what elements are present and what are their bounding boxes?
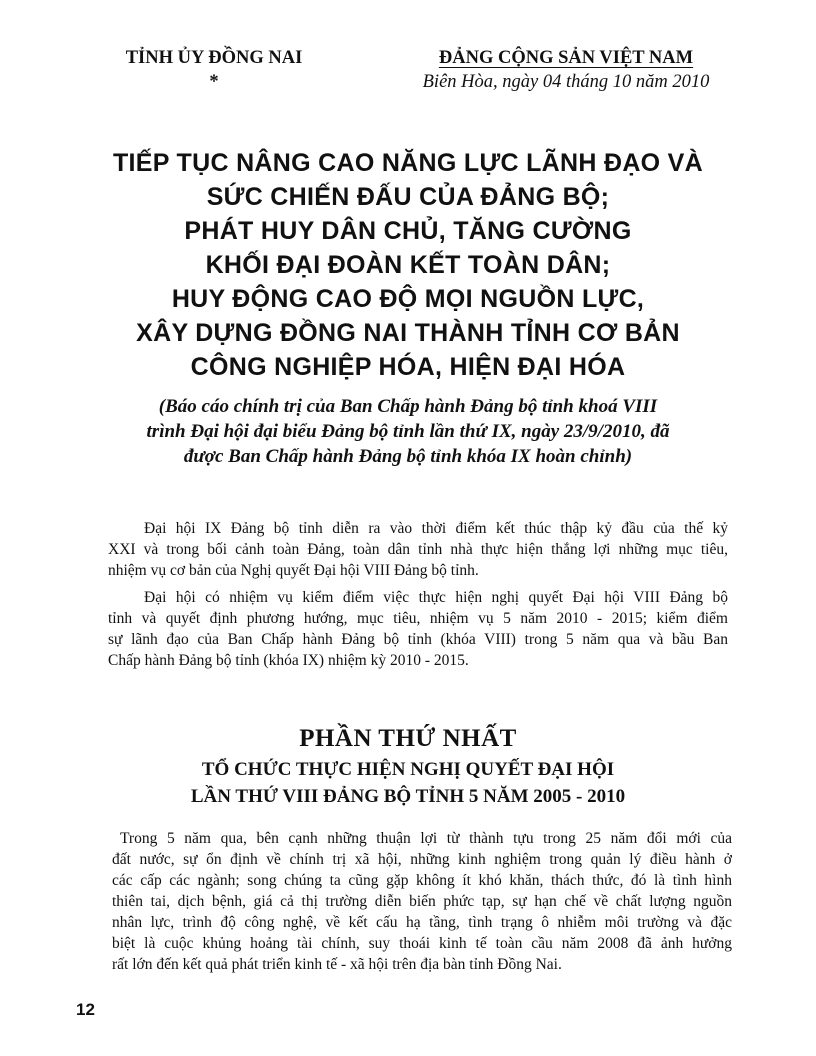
title-line: XÂY DỰNG ĐỒNG NAI THÀNH TỈNH CƠ BẢN bbox=[136, 319, 680, 347]
paragraph-line: nhân lực, trình độ công nghệ, về kết cấu hạ tầng, tình trạng ô nhiễm môi trường và đặc bbox=[112, 914, 732, 931]
title-line: CÔNG NGHIỆP HÓA, HIỆN ĐẠI HÓA bbox=[190, 353, 626, 381]
paragraph-line: Đại hội có nhiệm vụ kiểm điểm việc thực hiện nghị quyết Đại hội VIII Đảng bộ bbox=[144, 589, 728, 606]
title-line: PHÁT HUY DÂN CHỦ, TĂNG CƯỜNG bbox=[184, 217, 632, 245]
part-subheading-line: LẦN THỨ VIII ĐẢNG BỘ TỈNH 5 NĂM 2005 - 2010 bbox=[190, 786, 626, 807]
paragraph-line: Chấp hành Đảng bộ tỉnh (khóa IX) nhiệm kỳ 2010 - 2015. bbox=[108, 652, 469, 669]
part-subheading-line: TỔ CHỨC THỰC HIỆN NGHỊ QUYẾT ĐẠI HỘI bbox=[201, 759, 615, 780]
place-date: Biên Hòa, ngày 04 tháng 10 năm 2010 bbox=[422, 72, 710, 92]
document-subtitle bbox=[60, 394, 756, 469]
paragraph-line: XXI và trong bối cảnh toàn Đảng, toàn dân tỉnh nhà thực hiện thắng lợi những mục tiêu, bbox=[108, 541, 728, 558]
paragraph-line: Đại hội IX Đảng bộ tỉnh diễn ra vào thời điểm kết thúc thập kỷ đầu của thế kỷ bbox=[144, 520, 728, 537]
issuer-block bbox=[104, 46, 324, 94]
party-block bbox=[396, 46, 736, 94]
title-line: TIẾP TỤC NÂNG CAO NĂNG LỰC LÃNH ĐẠO VÀ bbox=[112, 149, 703, 177]
document-title bbox=[40, 146, 776, 384]
paragraph-line: sự lãnh đạo của Ban Chấp hành Đảng bộ tỉnh (khóa VIII) trong 5 năm qua và bầu Ban bbox=[108, 631, 728, 648]
paragraph-line: Trong 5 năm qua, bên cạnh những thuận lợi từ thành tựu trong 25 năm đổi mới của bbox=[120, 830, 732, 847]
paragraph-line: thiên tai, dịch bệnh, giá cả thị trường diễn biến phức tạp, sự hạn chế về chất lượng nguồn bbox=[112, 893, 732, 910]
title-line: HUY ĐỘNG CAO ĐỘ MỌI NGUỒN LỰC, bbox=[171, 285, 645, 313]
paragraph-line: tỉnh và quyết định phương hướng, mục tiêu, nhiệm vụ 5 năm 2010 - 2015; kiểm điểm bbox=[108, 610, 728, 627]
party-name: ĐẢNG CỘNG SẢN VIỆT NAM bbox=[438, 48, 694, 68]
part-heading: PHẦN THỨ NHẤT bbox=[299, 725, 517, 752]
paragraph-line: biệt là cuộc khủng hoảng tài chính, suy thoái kinh tế toàn cầu năm 2008 đã ảnh hưởng bbox=[112, 935, 732, 952]
intro-paragraph-1 bbox=[108, 518, 728, 581]
paragraph-line: đất nước, sự ổn định về chính trị xã hội, những kinh nghiệm trong quản lý điều hành ở bbox=[112, 851, 732, 868]
issuer-asterisk: * bbox=[209, 72, 219, 92]
part-subheading bbox=[60, 756, 756, 810]
intro-paragraph-2 bbox=[108, 587, 728, 671]
part1-paragraph-1 bbox=[112, 828, 732, 975]
page-number: 12 bbox=[76, 1000, 95, 1019]
title-line: SỨC CHIẾN ĐẤU CỦA ĐẢNG BỘ; bbox=[206, 183, 610, 211]
paragraph-line: các cấp các ngành; song chúng ta cũng gặp không ít khó khăn, thách thức, đó là tình hình bbox=[112, 872, 732, 889]
subtitle-line: trình Đại hội đại biểu Đảng bộ tỉnh lần thứ IX, ngày 23/9/2010, đã bbox=[146, 421, 670, 442]
issuer-name: TỈNH ỦY ĐỒNG NAI bbox=[125, 48, 303, 68]
title-line: KHỐI ĐẠI ĐOÀN KẾT TOÀN DÂN; bbox=[205, 251, 611, 279]
paragraph-line: nhiệm vụ cơ bản của Nghị quyết Đại hội VIII Đảng bộ tỉnh. bbox=[108, 562, 479, 579]
subtitle-line: được Ban Chấp hành Đảng bộ tỉnh khóa IX hoàn chỉnh) bbox=[183, 446, 633, 467]
paragraph-line: rất lớn đến kết quả phát triển kinh tế - xã hội trên địa bàn tỉnh Đồng Nai. bbox=[112, 956, 562, 973]
subtitle-line: (Báo cáo chính trị của Ban Chấp hành Đảng bộ tỉnh khoá VIII bbox=[158, 396, 658, 417]
